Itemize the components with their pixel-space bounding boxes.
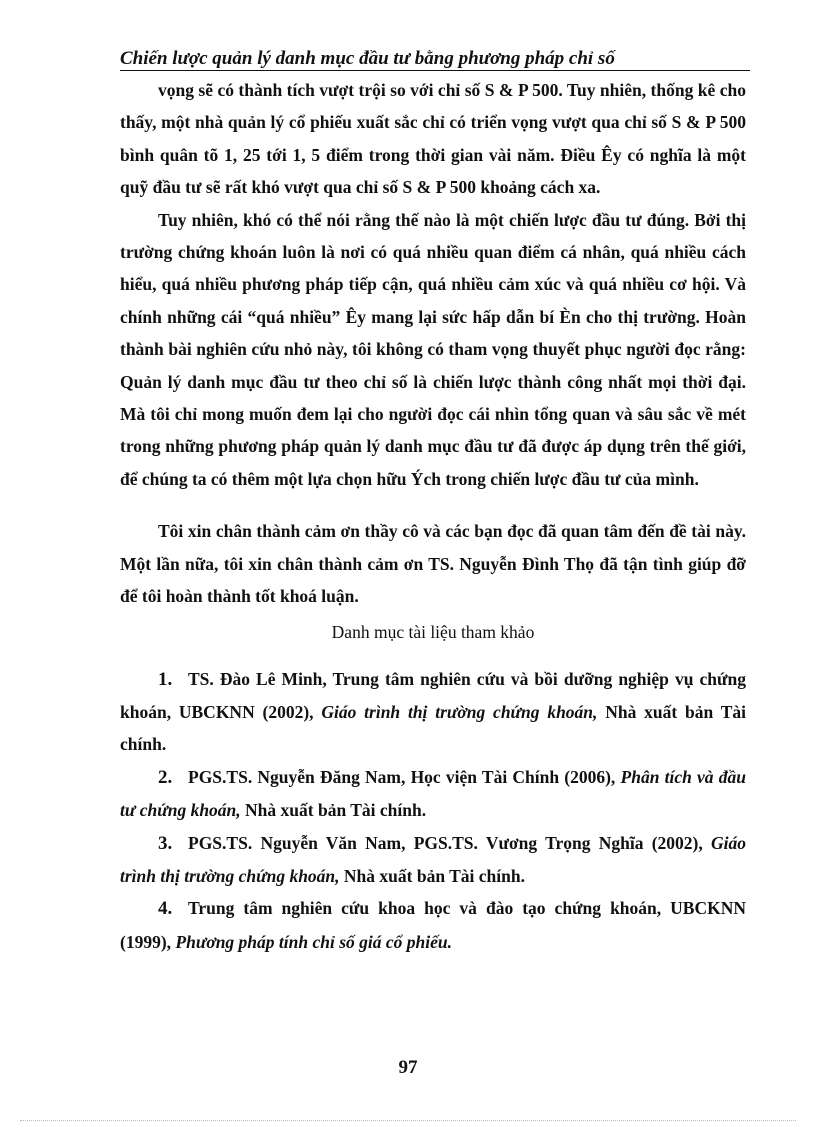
reference-text: TS. Đào Lê Minh, Trung tâm nghiên cứu và bồi dưỡng nghiệp vụ chứng khoán, UBCKNN (2002), (120, 668, 746, 722)
reference-item-4 (120, 892, 746, 958)
reference-number: 3. (158, 832, 173, 854)
paragraph-3: Tôi xin chân thành cảm ơn thầy cô và các bạn đọc đã quan tâm đến đề tài này. Một lần nữa, tôi xin chân thành cảm ơn TS. Nguyễn Đình Thọ đã tận tình giúp đỡ để tôi hoàn thành tốt khoá luận. (120, 521, 746, 607)
reference-number: 2. (158, 766, 173, 788)
paragraph-1: vọng sẽ có thành tích vượt trội so với chỉ số S & P 500. Tuy nhiên, thống kê cho thấy, một nhà quản lý cổ phiếu xuất sắc chỉ có triển vọng vượt qua chỉ số S & P 500 bình quân tõ 1, 25 tới 1, 5 điểm trong thời gian vài năm. Điều Êy có nghĩa là một quỹ đầu tư sẽ rất khó vượt qua chỉ số S & P 500 khoảng cách xa. (120, 80, 746, 198)
reference-title: Phân tích và đầu tư chứng khoán, (120, 766, 746, 821)
page-body (120, 74, 746, 958)
references-heading: Danh mục tài liệu tham khảo (331, 621, 535, 642)
reference-publisher: Nhà xuất bản Tài chính. (240, 800, 427, 821)
reference-number: 4. (158, 898, 173, 920)
page-bottom-rule (20, 1120, 796, 1121)
reference-title: Phương pháp tính chỉ số giá cổ phiếu. (175, 931, 453, 952)
reference-text: PGS.TS. Nguyễn Đăng Nam, Học viện Tài Chính (2006), (188, 766, 621, 787)
reference-number: 1. (158, 668, 173, 690)
running-header: Chiến lược quản lý danh mục đầu tư bằng phương pháp chỉ số (120, 48, 615, 69)
reference-publisher: Nhà xuất bản Tài chính. (339, 865, 525, 886)
reference-title: Giáo trình thị trường chứng khoán, (120, 832, 746, 886)
reference-text: PGS.TS. Nguyễn Văn Nam, PGS.TS. Vương Trọng Nghĩa (2002), (188, 832, 711, 853)
header-rule (120, 70, 750, 71)
reference-title: Giáo trình thị trường chứng khoán, (321, 701, 598, 722)
page-number: 97 (398, 1057, 418, 1078)
reference-item-1 (120, 663, 746, 761)
reference-item-2 (120, 761, 746, 827)
reference-text: Trung tâm nghiên cứu khoa học và đào tạo chứng khoán, UBCKNN (1999), (120, 898, 746, 952)
reference-item-3 (120, 827, 746, 893)
reference-publisher: Nhà xuất bản Tài chính. (120, 701, 746, 755)
paragraph-gap (120, 495, 746, 515)
paragraph-2: Tuy nhiên, khó có thể nói rằng thế nào là một chiến lược đầu tư đúng. Bởi thị trường chứng khoán luôn là nơi có quá nhiều quan điểm cá nhân, quá nhiều cách hiểu, quá nhiều phương pháp tiếp cận, quá nhiều cảm xúc và quá nhiều cơ hội. Và chính những cái “quá nhiều” Êy mang lại sức hấp dẫn bí Èn cho thị trường. Hoàn thành bài nghiên cứu nhỏ này, tôi không có tham vọng thuyết phục người đọc rằng: Quản lý danh mục đầu tư theo chỉ số là chiến lược thành công nhất mọi thời đại. Mà tôi chỉ mong muốn đem lại cho người đọc cái nhìn tổng quan và sâu sắc về mét trong những phương pháp quản lý danh mục đầu tư đã được áp dụng trên thế giới, để chúng ta có thêm một lựa chọn hữu Ých trong chiến lược đầu tư của mình. (120, 209, 746, 489)
